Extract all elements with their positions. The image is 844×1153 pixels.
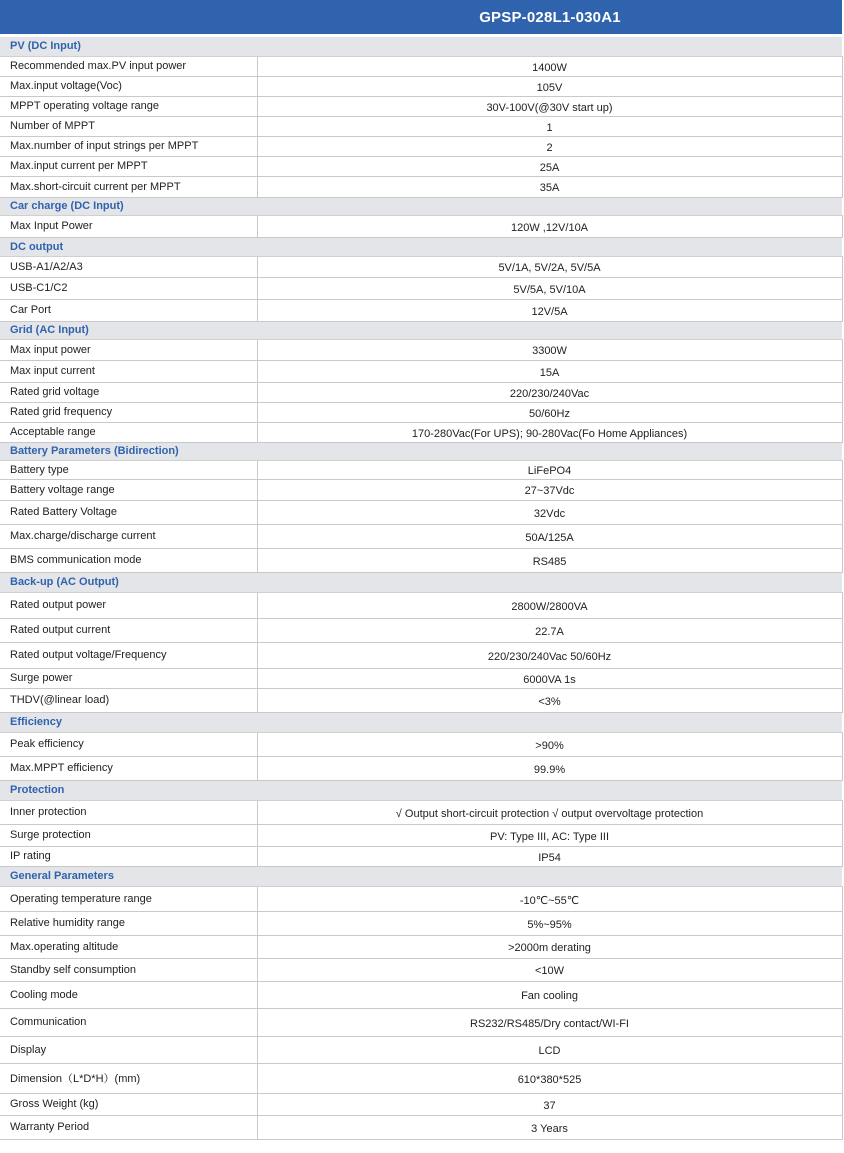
- spec-row: [0, 176, 842, 197]
- spec-row: [0, 846, 842, 866]
- spec-row: [0, 548, 842, 572]
- section-header: [0, 321, 842, 339]
- spec-value: PV: Type III, AC: Type III: [257, 824, 842, 846]
- spec-value: LCD: [257, 1036, 842, 1063]
- spec-row: [0, 935, 842, 958]
- spec-label: Rated output power: [0, 592, 257, 618]
- spec-label: Rated grid voltage: [0, 382, 257, 402]
- spec-label: IP rating: [0, 846, 257, 866]
- spec-table: [0, 37, 843, 1140]
- spec-value: 2800W/2800VA: [257, 592, 842, 618]
- spec-row: [0, 958, 842, 981]
- section-header: [0, 442, 842, 460]
- section-title: DC output: [0, 237, 842, 256]
- spec-value: 170-280Vac(For UPS); 90-280Vac(Fo Home Appliances): [257, 422, 842, 442]
- spec-row: [0, 479, 842, 500]
- spec-label: Max input power: [0, 339, 257, 360]
- spec-value: -10℃~55℃: [257, 886, 842, 911]
- spec-label: Max.operating altitude: [0, 935, 257, 958]
- spec-value: 50/60Hz: [257, 402, 842, 422]
- spec-value: 1: [257, 116, 842, 136]
- spec-label: Max.charge/discharge current: [0, 524, 257, 548]
- spec-label: Max.MPPT efficiency: [0, 756, 257, 780]
- spec-label: THDV(@linear load): [0, 688, 257, 712]
- spec-row: [0, 96, 842, 116]
- spec-value: 220/230/240Vac 50/60Hz: [257, 642, 842, 668]
- section-title: PV (DC Input): [0, 37, 842, 56]
- spec-row: [0, 886, 842, 911]
- spec-row: [0, 460, 842, 479]
- spec-label: Acceptable range: [0, 422, 257, 442]
- spec-label: USB-A1/A2/A3: [0, 256, 257, 277]
- spec-label: Rated grid frequency: [0, 402, 257, 422]
- spec-value: 27~37Vdc: [257, 479, 842, 500]
- spec-label: Operating temperature range: [0, 886, 257, 911]
- spec-value: 50A/125A: [257, 524, 842, 548]
- spec-label: MPPT operating voltage range: [0, 96, 257, 116]
- spec-label: Surge power: [0, 668, 257, 688]
- section-title: Battery Parameters (Bidirection): [0, 442, 842, 460]
- spec-label: Max.input current per MPPT: [0, 156, 257, 176]
- spec-row: [0, 1093, 842, 1115]
- spec-value: <3%: [257, 688, 842, 712]
- spec-label: Relative humidity range: [0, 911, 257, 935]
- spec-row: [0, 339, 842, 360]
- spec-row: [0, 642, 842, 668]
- section-header: [0, 866, 842, 886]
- spec-value: Fan cooling: [257, 981, 842, 1008]
- spec-label: Display: [0, 1036, 257, 1063]
- spec-label: Rated output voltage/Frequency: [0, 642, 257, 668]
- spec-row: [0, 156, 842, 176]
- spec-value: √ Output short-circuit protection √ output overvoltage protection: [257, 800, 842, 824]
- spec-row: [0, 800, 842, 824]
- spec-row: [0, 668, 842, 688]
- spec-row: [0, 136, 842, 156]
- section-title: Car charge (DC Input): [0, 197, 842, 215]
- spec-value: >2000m derating: [257, 935, 842, 958]
- spec-label: BMS communication mode: [0, 548, 257, 572]
- section-title: Back-up (AC Output): [0, 572, 842, 592]
- spec-value: 5%~95%: [257, 911, 842, 935]
- spec-row: [0, 981, 842, 1008]
- section-title: General Parameters: [0, 866, 842, 886]
- spec-value: 25A: [257, 156, 842, 176]
- spec-label: Max input current: [0, 360, 257, 382]
- spec-row: [0, 732, 842, 756]
- spec-label: Number of MPPT: [0, 116, 257, 136]
- spec-value: 30V-100V(@30V start up): [257, 96, 842, 116]
- spec-value: 5V/1A, 5V/2A, 5V/5A: [257, 256, 842, 277]
- section-header: [0, 572, 842, 592]
- spec-label: Peak efficiency: [0, 732, 257, 756]
- spec-value: LiFePO4: [257, 460, 842, 479]
- spec-value: >90%: [257, 732, 842, 756]
- section-header: [0, 780, 842, 800]
- spec-label: Recommended max.PV input power: [0, 56, 257, 76]
- spec-value: 5V/5A, 5V/10A: [257, 277, 842, 299]
- spec-row: [0, 402, 842, 422]
- spec-value: 3 Years: [257, 1115, 842, 1139]
- spec-label: Dimension（L*D*H）(mm): [0, 1063, 257, 1093]
- spec-value: <10W: [257, 958, 842, 981]
- spec-row: [0, 1115, 842, 1139]
- spec-value: 220/230/240Vac: [257, 382, 842, 402]
- spec-value: 37: [257, 1093, 842, 1115]
- spec-row: [0, 256, 842, 277]
- spec-row: [0, 592, 842, 618]
- spec-row: [0, 360, 842, 382]
- spec-label: Inner protection: [0, 800, 257, 824]
- spec-row: [0, 1036, 842, 1063]
- spec-label: Gross Weight (kg): [0, 1093, 257, 1115]
- spec-value: 15A: [257, 360, 842, 382]
- spec-value: 32Vdc: [257, 500, 842, 524]
- spec-label: Rated output current: [0, 618, 257, 642]
- spec-row: [0, 618, 842, 642]
- section-title: Grid (AC Input): [0, 321, 842, 339]
- spec-value: 2: [257, 136, 842, 156]
- spec-row: [0, 524, 842, 548]
- model-title: GPSP-028L1-030A1: [479, 8, 621, 26]
- spec-row: [0, 824, 842, 846]
- spec-row: [0, 1008, 842, 1036]
- section-header: [0, 37, 842, 56]
- spec-row: [0, 277, 842, 299]
- spec-row: [0, 500, 842, 524]
- spec-value: 610*380*525: [257, 1063, 842, 1093]
- spec-label: Warranty Period: [0, 1115, 257, 1139]
- spec-value: RS232/RS485/Dry contact/WI-FI: [257, 1008, 842, 1036]
- spec-row: [0, 911, 842, 935]
- spec-label: Standby self consumption: [0, 958, 257, 981]
- spec-label: Battery type: [0, 460, 257, 479]
- spec-value: 99.9%: [257, 756, 842, 780]
- spec-label: Max Input Power: [0, 215, 257, 237]
- spec-row: [0, 1063, 842, 1093]
- spec-row: [0, 688, 842, 712]
- section-header: [0, 712, 842, 732]
- spec-value: 22.7A: [257, 618, 842, 642]
- spec-value: 105V: [257, 76, 842, 96]
- spec-label: Rated Battery Voltage: [0, 500, 257, 524]
- spec-value: IP54: [257, 846, 842, 866]
- spec-value: 120W ,12V/10A: [257, 215, 842, 237]
- section-title: Efficiency: [0, 712, 842, 732]
- spec-row: [0, 299, 842, 321]
- spec-row: [0, 116, 842, 136]
- spec-label: Max.input voltage(Voc): [0, 76, 257, 96]
- spec-row: [0, 382, 842, 402]
- spec-value: RS485: [257, 548, 842, 572]
- header-bar: [0, 0, 842, 34]
- spec-value: 12V/5A: [257, 299, 842, 321]
- spec-row: [0, 215, 842, 237]
- spec-value: 35A: [257, 176, 842, 197]
- spec-label: Max.number of input strings per MPPT: [0, 136, 257, 156]
- spec-value: 3300W: [257, 339, 842, 360]
- spec-value: 1400W: [257, 56, 842, 76]
- spec-label: Car Port: [0, 299, 257, 321]
- spec-row: [0, 422, 842, 442]
- spec-row: [0, 56, 842, 76]
- spec-label: Max.short-circuit current per MPPT: [0, 176, 257, 197]
- spec-label: Communication: [0, 1008, 257, 1036]
- spec-label: Surge protection: [0, 824, 257, 846]
- section-title: Protection: [0, 780, 842, 800]
- spec-label: USB-C1/C2: [0, 277, 257, 299]
- spec-row: [0, 756, 842, 780]
- spec-value: 6000VA 1s: [257, 668, 842, 688]
- spec-label: Cooling mode: [0, 981, 257, 1008]
- spec-label: Battery voltage range: [0, 479, 257, 500]
- spec-row: [0, 76, 842, 96]
- section-header: [0, 237, 842, 256]
- section-header: [0, 197, 842, 215]
